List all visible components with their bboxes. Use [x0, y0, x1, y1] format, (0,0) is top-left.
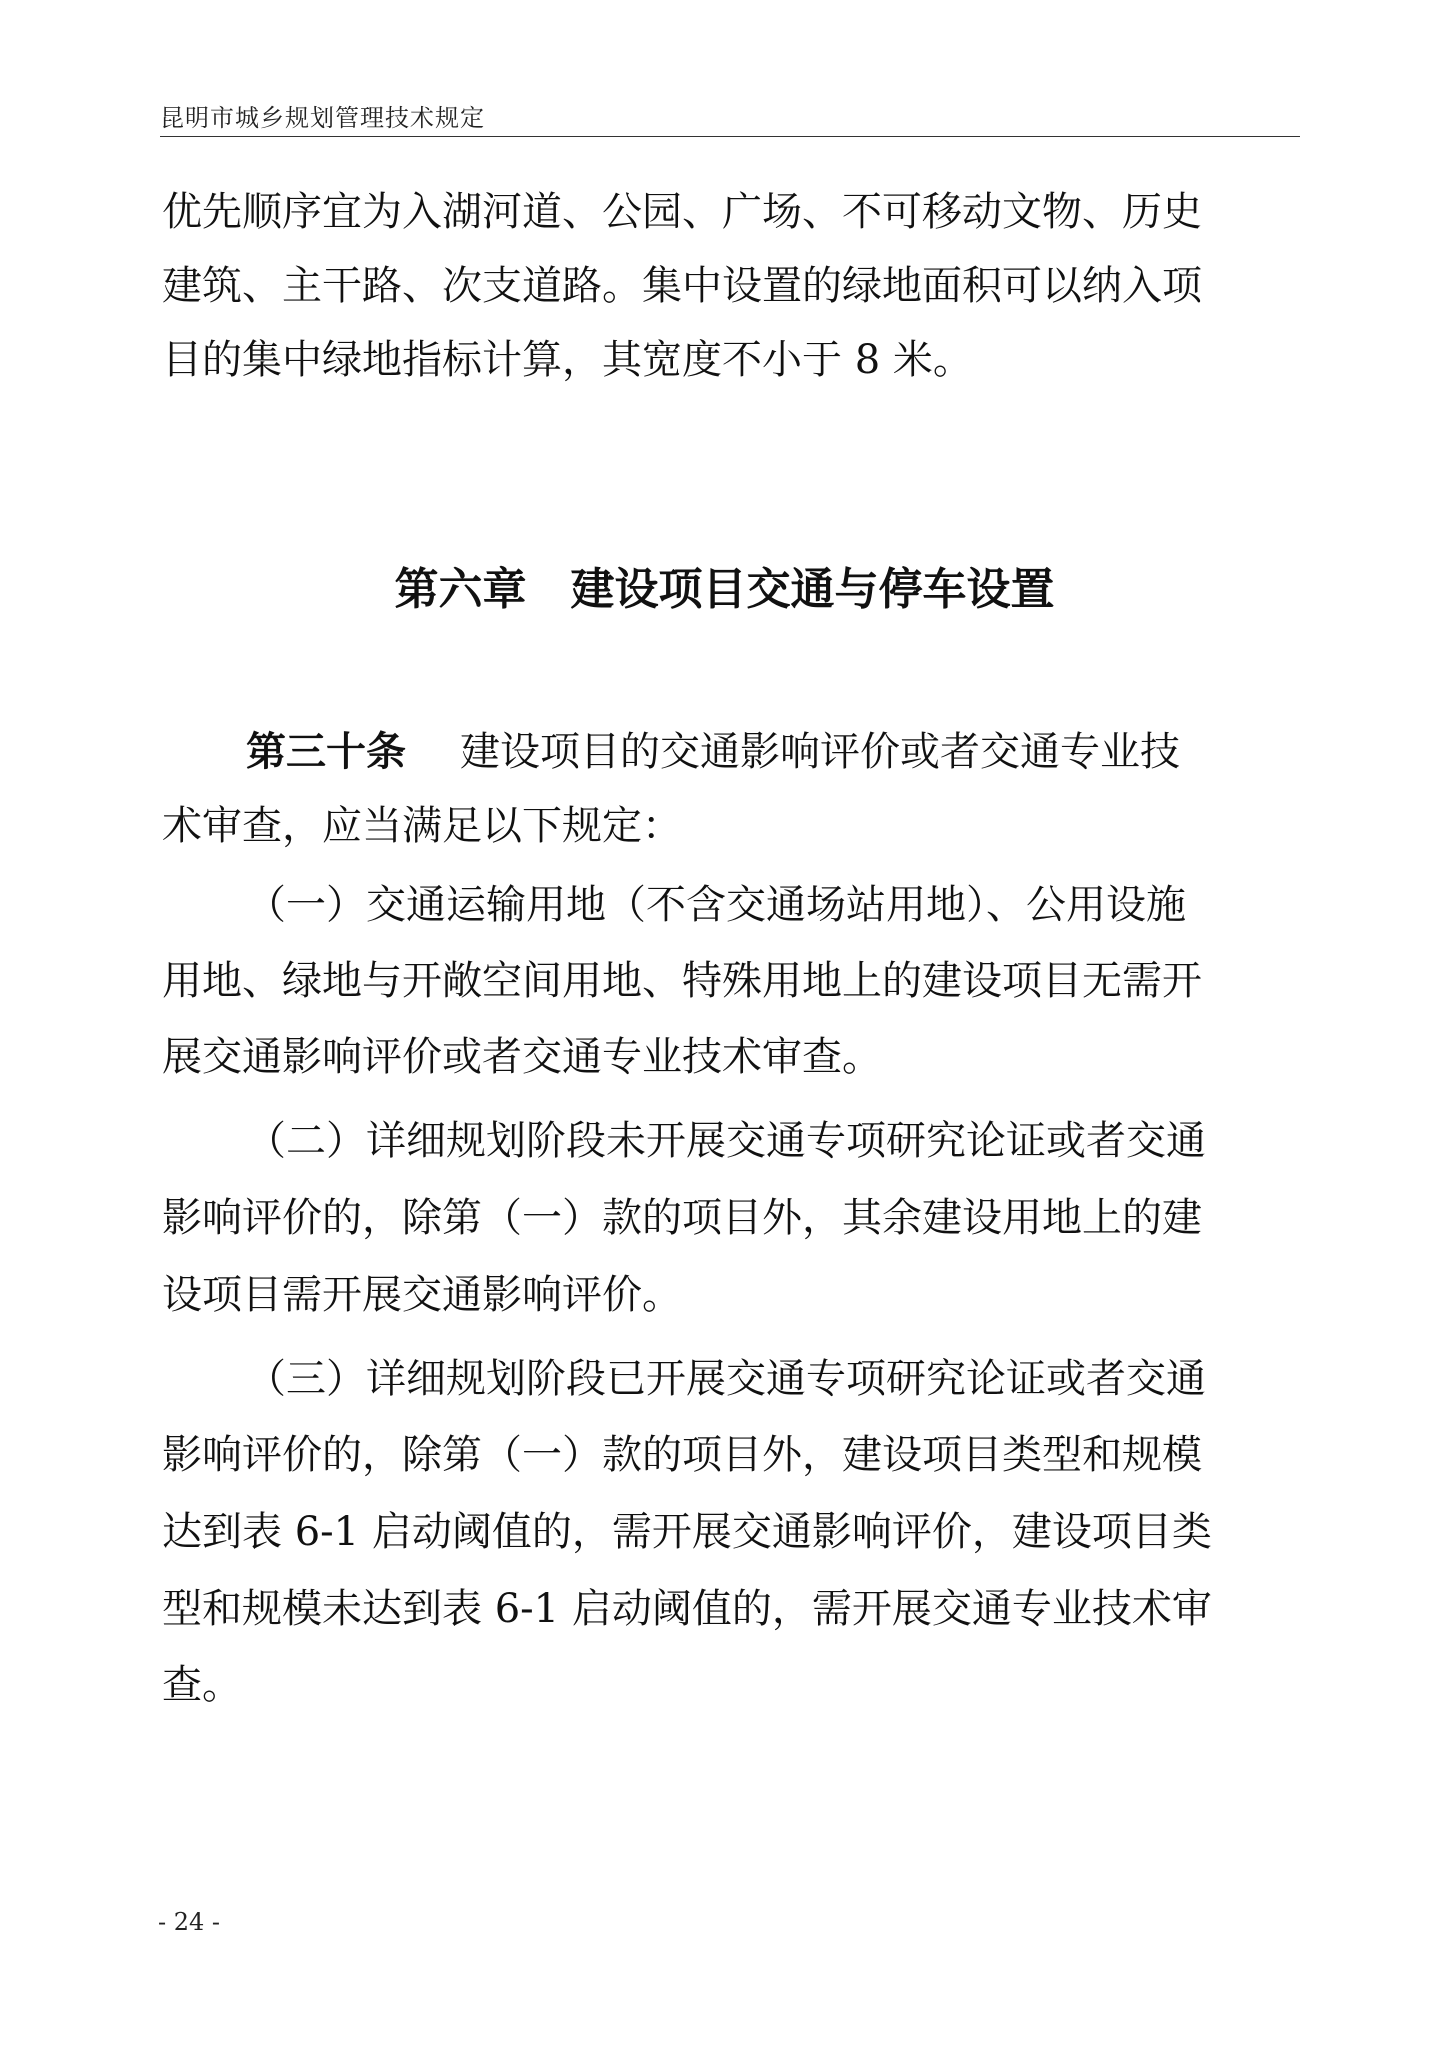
clause-line: 影响评价的，除第（一）款的项目外，建设项目类型和规模	[162, 1432, 1202, 1478]
clause-line: 影响评价的，除第（一）款的项目外，其余建设用地上的建	[162, 1195, 1202, 1241]
clause-line: 展交通影响评价或者交通专业技术审查。	[162, 1034, 882, 1080]
paragraph-line: 优先顺序宜为入湖河道、公园、广场、不可移动文物、历史	[162, 189, 1202, 235]
clause-line: 用地、绿地与开敞空间用地、特殊用地上的建设项目无需开	[162, 958, 1202, 1004]
clause-line: 型和规模未达到表 6-1 启动阈值的，需开展交通专业技术审	[162, 1586, 1212, 1632]
paragraph-line: 建筑、主干路、次支道路。集中设置的绿地面积可以纳入项	[162, 263, 1202, 309]
page-number: - 24 -	[158, 1908, 221, 1936]
paragraph-line: 目的集中绿地指标计算，其宽度不小于 8 米。	[162, 337, 973, 383]
chapter-heading: 第六章 建设项目交通与停车设置	[394, 564, 1055, 615]
article-number: 第三十条	[246, 729, 406, 775]
article-text: 建设项目的交通影响评价或者交通专业技	[460, 729, 1180, 775]
clause-line: 设项目需开展交通影响评价。	[162, 1272, 682, 1318]
clause-line: 达到表 6-1 启动阈值的，需开展交通影响评价，建设项目类	[162, 1509, 1212, 1555]
clause-line: 查。	[162, 1662, 242, 1708]
clause-line: （二）详细规划阶段未开展交通专项研究论证或者交通	[246, 1118, 1206, 1164]
article-first-line	[246, 722, 1302, 782]
document-title: 昆明市城乡规划管理技术规定	[160, 104, 485, 132]
running-header	[160, 96, 1300, 137]
clause-line: （一）交通运输用地（不含交通场站用地）、公用设施	[246, 882, 1186, 928]
clause-line: （三）详细规划阶段已开展交通专项研究论证或者交通	[246, 1356, 1206, 1402]
article-line: 术审查，应当满足以下规定：	[162, 803, 682, 849]
